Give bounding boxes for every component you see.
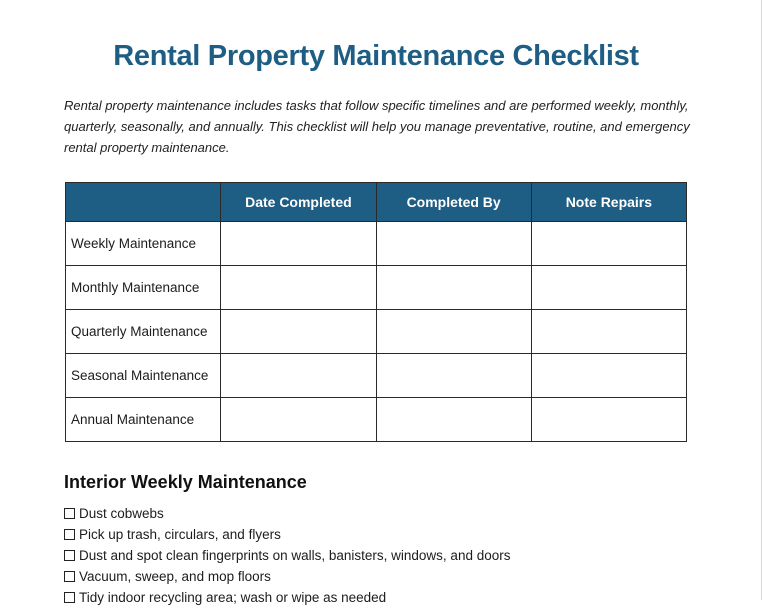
cell-note-repairs[interactable] <box>531 266 686 310</box>
row-label-monthly: Monthly Maintenance <box>66 266 221 310</box>
interior-weekly-checklist <box>64 503 510 608</box>
row-label-weekly: Weekly Maintenance <box>66 222 221 266</box>
cell-completed-by[interactable] <box>376 310 531 354</box>
cell-completed-by[interactable] <box>376 222 531 266</box>
intro-paragraph: Rental property maintenance includes tasks that follow specific timelines and are performed weekly, monthly, quarterly, seasonally, and annually. This checklist will help you manage preventative, routine, and emergency rental property maintenance. <box>64 98 690 155</box>
cell-date-completed[interactable] <box>221 222 376 266</box>
list-item <box>64 524 510 545</box>
list-item-label: Pick up trash, circulars, and flyers <box>79 527 281 542</box>
checkbox[interactable] <box>64 571 75 582</box>
column-header-date-completed: Date Completed <box>221 183 376 222</box>
cell-note-repairs[interactable] <box>531 222 686 266</box>
cell-date-completed[interactable] <box>221 310 376 354</box>
table-row <box>66 398 687 442</box>
list-item <box>64 566 510 587</box>
checkbox[interactable] <box>64 529 75 540</box>
list-item <box>64 545 510 566</box>
list-item <box>64 587 510 608</box>
cell-note-repairs[interactable] <box>531 310 686 354</box>
cell-date-completed[interactable] <box>221 398 376 442</box>
column-header-note-repairs: Note Repairs <box>531 183 686 222</box>
list-item <box>64 503 510 524</box>
cell-date-completed[interactable] <box>221 266 376 310</box>
cell-completed-by[interactable] <box>376 266 531 310</box>
list-item-label: Vacuum, sweep, and mop floors <box>79 569 271 584</box>
row-label-quarterly: Quarterly Maintenance <box>66 310 221 354</box>
table-row <box>66 354 687 398</box>
checkbox[interactable] <box>64 508 75 519</box>
maintenance-summary-table <box>65 182 687 442</box>
page-title: Rental Property Maintenance Checklist <box>113 40 639 72</box>
column-header-completed-by: Completed By <box>376 183 531 222</box>
list-item-label: Dust and spot clean fingerprints on walls, banisters, windows, and doors <box>79 548 511 563</box>
cell-note-repairs[interactable] <box>531 398 686 442</box>
table-header-row <box>66 183 687 222</box>
cell-date-completed[interactable] <box>221 354 376 398</box>
section-heading-interior-weekly: Interior Weekly Maintenance <box>64 472 307 492</box>
table-row <box>66 222 687 266</box>
row-label-seasonal: Seasonal Maintenance <box>66 354 221 398</box>
list-item-label: Tidy indoor recycling area; wash or wipe as needed <box>79 590 387 605</box>
cell-note-repairs[interactable] <box>531 354 686 398</box>
cell-completed-by[interactable] <box>376 354 531 398</box>
cell-completed-by[interactable] <box>376 398 531 442</box>
column-header-blank <box>66 183 221 222</box>
row-label-annual: Annual Maintenance <box>66 398 221 442</box>
table-row <box>66 266 687 310</box>
table-row <box>66 310 687 354</box>
list-item-label: Dust cobwebs <box>79 506 164 521</box>
checkbox[interactable] <box>64 550 75 561</box>
checkbox[interactable] <box>64 592 75 603</box>
